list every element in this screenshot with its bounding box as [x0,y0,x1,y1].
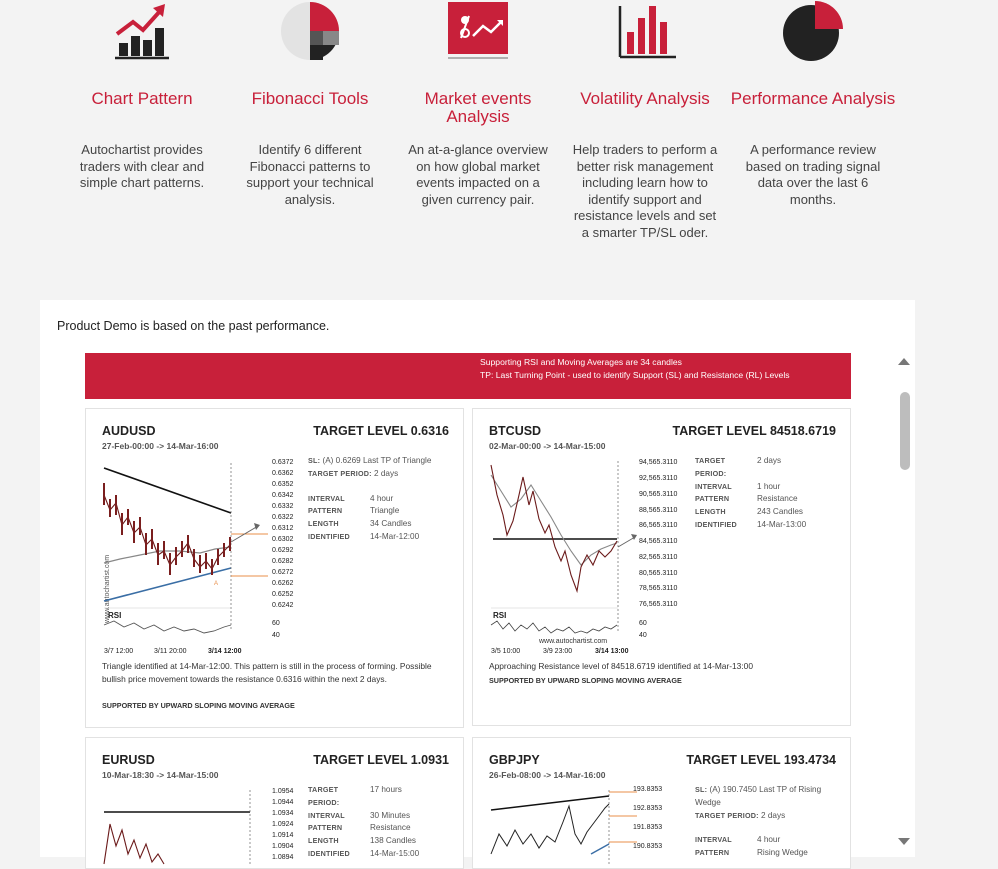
info-key: SL: [308,456,321,465]
y-tick: 1.0914 [272,832,294,839]
y-tick: 1.0894 [272,854,294,861]
signal-card-eurusd[interactable] [85,737,464,869]
info-value: (A) 0.6269 Last TP of Triangle [322,456,432,465]
target-period-row [308,468,458,481]
price-chart [100,455,321,657]
card-symbol: BTCUSD [489,424,542,438]
signal-info [695,455,845,532]
scrollbar-thumb[interactable] [900,392,910,470]
y-tick: 192.8353 [633,805,663,812]
info-key: TARGET PERIOD: [308,468,372,478]
x-tick: 3/7 12:00 [104,648,134,655]
y-tick: 86,565.3110 [639,522,678,529]
feature-title: Market events Analysis [424,89,532,126]
target-period-row [308,784,458,810]
features-section [0,0,998,290]
card-symbol: GBPJPY [489,753,540,767]
performance-pie-icon [778,0,848,64]
info-value: 14-Mar-13:00 [757,519,807,529]
scroll-up-arrow-icon[interactable] [898,358,910,365]
info-key: IDENTIFIED [308,848,350,858]
fibonacci-pie-icon [275,0,345,64]
signal-info [308,784,458,861]
feature-desc: Autochartist provides traders with clear and simple chart patterns. [79,142,205,191]
y-tick: 80,565.3110 [639,570,678,577]
point-a-label: A [214,581,219,587]
y-tick: 0.6332 [272,503,294,510]
y-tick: 0.6292 [272,547,294,554]
target-period-row [695,455,845,481]
rsi-tick: 60 [272,620,280,627]
banner-line: Supporting RSI and Moving Averages are 34 candles [480,357,682,367]
y-tick: 0.6282 [272,558,294,565]
scroll-down-arrow-icon[interactable] [898,838,910,845]
signal-info [695,784,845,860]
info-key: INTERVAL [308,810,345,820]
feature-title: Fibonacci Tools [251,89,369,108]
y-tick: 0.6312 [272,525,294,532]
y-tick: 190.8353 [633,843,663,850]
length-row [695,506,845,519]
interval-row [695,481,845,494]
y-tick: 0.6352 [272,481,294,488]
info-value: 1 hour [757,481,781,491]
price-chart [487,784,708,869]
info-value: Resistance [370,823,411,833]
info-key: INTERVAL [695,481,732,491]
signal-info [308,455,458,544]
bar-chart-arrow-icon [107,0,177,64]
info-key: IDENTIFIED [695,519,737,529]
info-value: 4 hour [370,493,394,503]
y-tick: 0.6322 [272,514,294,521]
info-value: 138 Candles [370,836,416,846]
y-tick: 0.6362 [272,470,294,477]
y-tick: 0.6342 [272,492,294,499]
info-value: 17 hours [370,785,402,794]
y-tick: 92,565.3110 [639,475,678,482]
chart-watermark: www.autochartist.com [104,554,111,623]
feature-title: Volatility Analysis [580,89,710,108]
info-value: 2 days [757,456,782,465]
info-key: TARGET PERIOD: [695,456,727,478]
info-key: SL: [695,785,708,794]
pattern-row [308,505,458,518]
sl-row [695,784,845,810]
y-tick: 1.0954 [272,788,294,795]
banner-line: TP: Last Turning Point - used to identify Support (SL) and Resistance (RL) Levels [480,370,790,380]
y-tick: 1.0934 [272,810,294,817]
pattern-row [695,847,845,860]
identified-row [308,848,458,861]
y-axis-ticks [639,459,678,639]
y-tick: 90,565.3110 [639,491,678,498]
y-tick: 84,565.3110 [639,538,678,545]
info-key: PATTERN [308,506,343,516]
card-target-level: TARGET LEVEL 193.4734 [686,753,836,767]
card-target-level: TARGET LEVEL 0.6316 [313,424,449,438]
feature-desc: An at-a-glance overview on how global market events impacted on a given currency pair. [408,142,548,207]
y-tick: 0.6252 [272,591,294,598]
card-target-level: TARGET LEVEL 1.0931 [313,753,449,767]
info-key: INTERVAL [695,835,732,845]
info-key: LENGTH [695,507,726,517]
y-tick: 0.6272 [272,569,294,576]
card-symbol: EURUSD [102,753,155,767]
y-tick: 0.6242 [272,602,294,609]
y-tick: 88,565.3110 [639,507,678,514]
x-tick: 3/9 23:00 [543,648,573,655]
card-description: Approaching Resistance level of 84518.6719 identified at 14-Mar-13:00 [489,661,753,671]
interval-row [695,834,845,847]
interval-row [308,493,458,506]
demo-note: Product Demo is based on the past performance. [57,319,330,333]
info-key: TARGET PERIOD: [308,785,340,807]
sl-row [308,455,458,468]
chart-watermark: www.autochartist.com [539,638,608,645]
info-key: IDENTIFIED [308,531,350,541]
y-tick: 0.6372 [272,459,294,466]
info-value: 14-Mar-15:00 [370,848,420,858]
y-tick: 191.8353 [633,824,663,831]
info-value: Resistance [757,494,798,504]
x-tick: 3/14 12:00 [208,648,242,655]
feature-title: Performance Analysis [730,89,896,108]
rsi-label: RSI [108,611,122,620]
card-description: Triangle identified at 14-Mar-12:00. This pattern is still in the process of forming. Possible bullish price movement towards the resistance 0.6316 within the next 2 days. [102,661,432,684]
info-key: TARGET PERIOD: [695,810,759,820]
info-key: PATTERN [308,823,343,833]
feature-title: Chart Pattern [91,89,193,108]
info-value: (A) 190.7450 Last TP of Rising Wedge [695,785,822,807]
card-date-range: 26-Feb-08:00 -> 14-Mar-16:00 [489,770,606,780]
pattern-row [695,493,845,506]
info-key: LENGTH [308,836,339,846]
signal-card-audusd[interactable] [85,408,464,728]
y-axis-ticks [272,788,294,861]
y-tick: 0.6302 [272,536,294,543]
y-tick: 1.0904 [272,843,294,850]
card-date-range: 27-Feb-00:00 -> 14-Mar-16:00 [102,441,219,451]
rsi-tick: 40 [272,632,280,639]
card-support-note: SUPPORTED BY UPWARD SLOPING MOVING AVERAGE [489,676,682,685]
feature-desc: Identify 6 different Fibonacci patterns to support your technical analysis. [246,142,374,207]
target-period-row [695,810,845,823]
y-tick: 1.0944 [272,799,294,806]
interval-row [308,810,458,823]
y-tick: 0.6262 [272,580,294,587]
pattern-row [308,822,458,835]
rsi-tick: 40 [639,632,647,639]
volatility-bars-icon [610,0,680,64]
info-key: INTERVAL [308,493,345,503]
x-tick: 3/14 13:00 [595,648,629,655]
card-target-level: TARGET LEVEL 84518.6719 [672,424,836,438]
info-value: 2 days [374,468,399,478]
length-row [308,518,458,531]
info-banner [85,353,851,399]
info-value: 14-Mar-12:00 [370,531,420,541]
x-axis-ticks [104,648,242,655]
market-events-icon [443,0,513,64]
price-chart [487,455,705,657]
signal-card-btcusd[interactable] [472,408,851,726]
card-support-note: SUPPORTED BY UPWARD SLOPING MOVING AVERAGE [102,701,295,710]
y-tick: 82,565.3110 [639,554,678,561]
product-demo-panel [40,300,915,861]
info-value: 243 Candles [757,507,803,517]
length-row [308,835,458,848]
card-symbol: AUDUSD [102,424,156,438]
x-tick: 3/5 10:00 [491,648,521,655]
y-tick: 76,565.3110 [639,601,678,608]
y-tick: 78,565.3110 [639,585,678,592]
x-tick: 3/11 20:00 [154,648,187,655]
info-value: 30 Minutes [370,810,411,820]
identified-row [308,531,458,544]
card-date-range: 02-Mar-00:00 -> 14-Mar-15:00 [489,441,606,451]
feature-desc: A performance review based on trading signal data over the last 6 months. [745,142,881,207]
info-key: PATTERN [695,848,730,858]
info-value: Rising Wedge [757,848,808,858]
y-tick: 193.8353 [633,786,663,793]
y-axis-ticks [633,786,662,850]
identified-row [695,519,845,532]
info-value: 4 hour [757,835,781,845]
info-value: 2 days [761,810,786,820]
x-axis-ticks [491,648,629,655]
y-tick: 1.0924 [272,821,294,828]
card-date-range: 10-Mar-18:30 -> 14-Mar-15:00 [102,770,219,780]
y-tick: 94,565.3110 [639,459,678,466]
info-value: Triangle [370,506,400,516]
signal-card-gbpjpy[interactable] [472,737,851,869]
rsi-tick: 60 [639,620,647,627]
info-key: PATTERN [695,494,730,504]
info-value: 34 Candles [370,519,412,529]
info-key: LENGTH [308,519,339,529]
price-chart [100,784,318,869]
rsi-label: RSI [493,611,507,620]
feature-desc: Help traders to perform a better risk management including learn how to identify support and resistance levels and set a smarter TP/SL oder. [572,142,718,240]
y-axis-ticks [272,459,294,639]
